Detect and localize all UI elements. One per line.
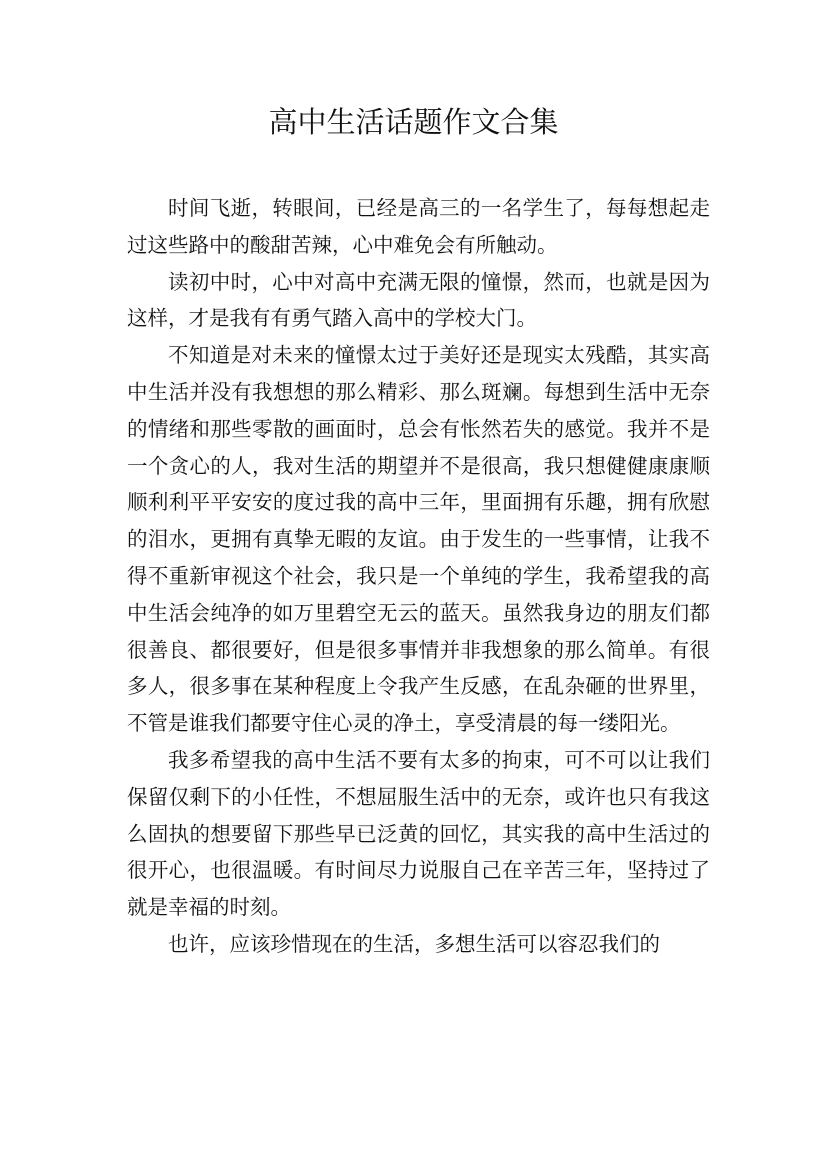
- paragraph-3: 不知道是对未来的憧憬太过于美好还是现实太残酷，其实高中生活并没有我想想的那么精彩、那么斑斓。每想到生活中无奈的情绪和那些零散的画面时，总会有怅然若失的感觉。我并不是一个贪心的人，我对生活的期望并不是很高，我只想健健康康顺顺利利平平安安的度过我的高中三年，里面拥有乐趣，拥有欣慰的泪水，更拥有真挚无暇的友谊。由于发生的一些事情，让我不得不重新审视这个社会，我只是一个单纯的学生，我希望我的高中生活会纯净的如万里碧空无云的蓝天。虽然我身边的朋友们都很善良、都很要好，但是很多事情并非我想象的那么简单。有很多人，很多事在某种程度上令我产生反感，在乱杂砸的世界里，不管是谁我们都要守住心灵的净土，享受清晨的每一缕阳光。: [127, 343, 710, 736]
- paragraph-2: 读初中时，心中对高中充满无限的憧憬，然而，也就是因为这样，才是我有有勇气踏入高中的学校大门。: [127, 269, 710, 331]
- paragraph-4: 我多希望我的高中生活不要有太多的拘束，可不可以让我们保留仅剩下的小任性，不想屈服生活中的无奈，或许也只有我这么固执的想要留下那些早已泛黄的回忆，其实我的高中生活过的很开心，也很温暖。有时间尽力说服自己在辛苦三年，坚持过了就是幸福的时刻。: [127, 747, 710, 920]
- essay-body: [127, 190, 710, 963]
- paragraph-5: 也许，应该珍惜现在的生活，多想生活可以容忍我们的: [168, 931, 660, 956]
- page-title: 高中生活话题作文合集: [268, 105, 559, 139]
- paragraph-1: 时间飞逝，转眼间，已经是高三的一名学生了，每每想起走过这些路中的酸甜苦辣，心中难免会有所触动。: [127, 196, 710, 257]
